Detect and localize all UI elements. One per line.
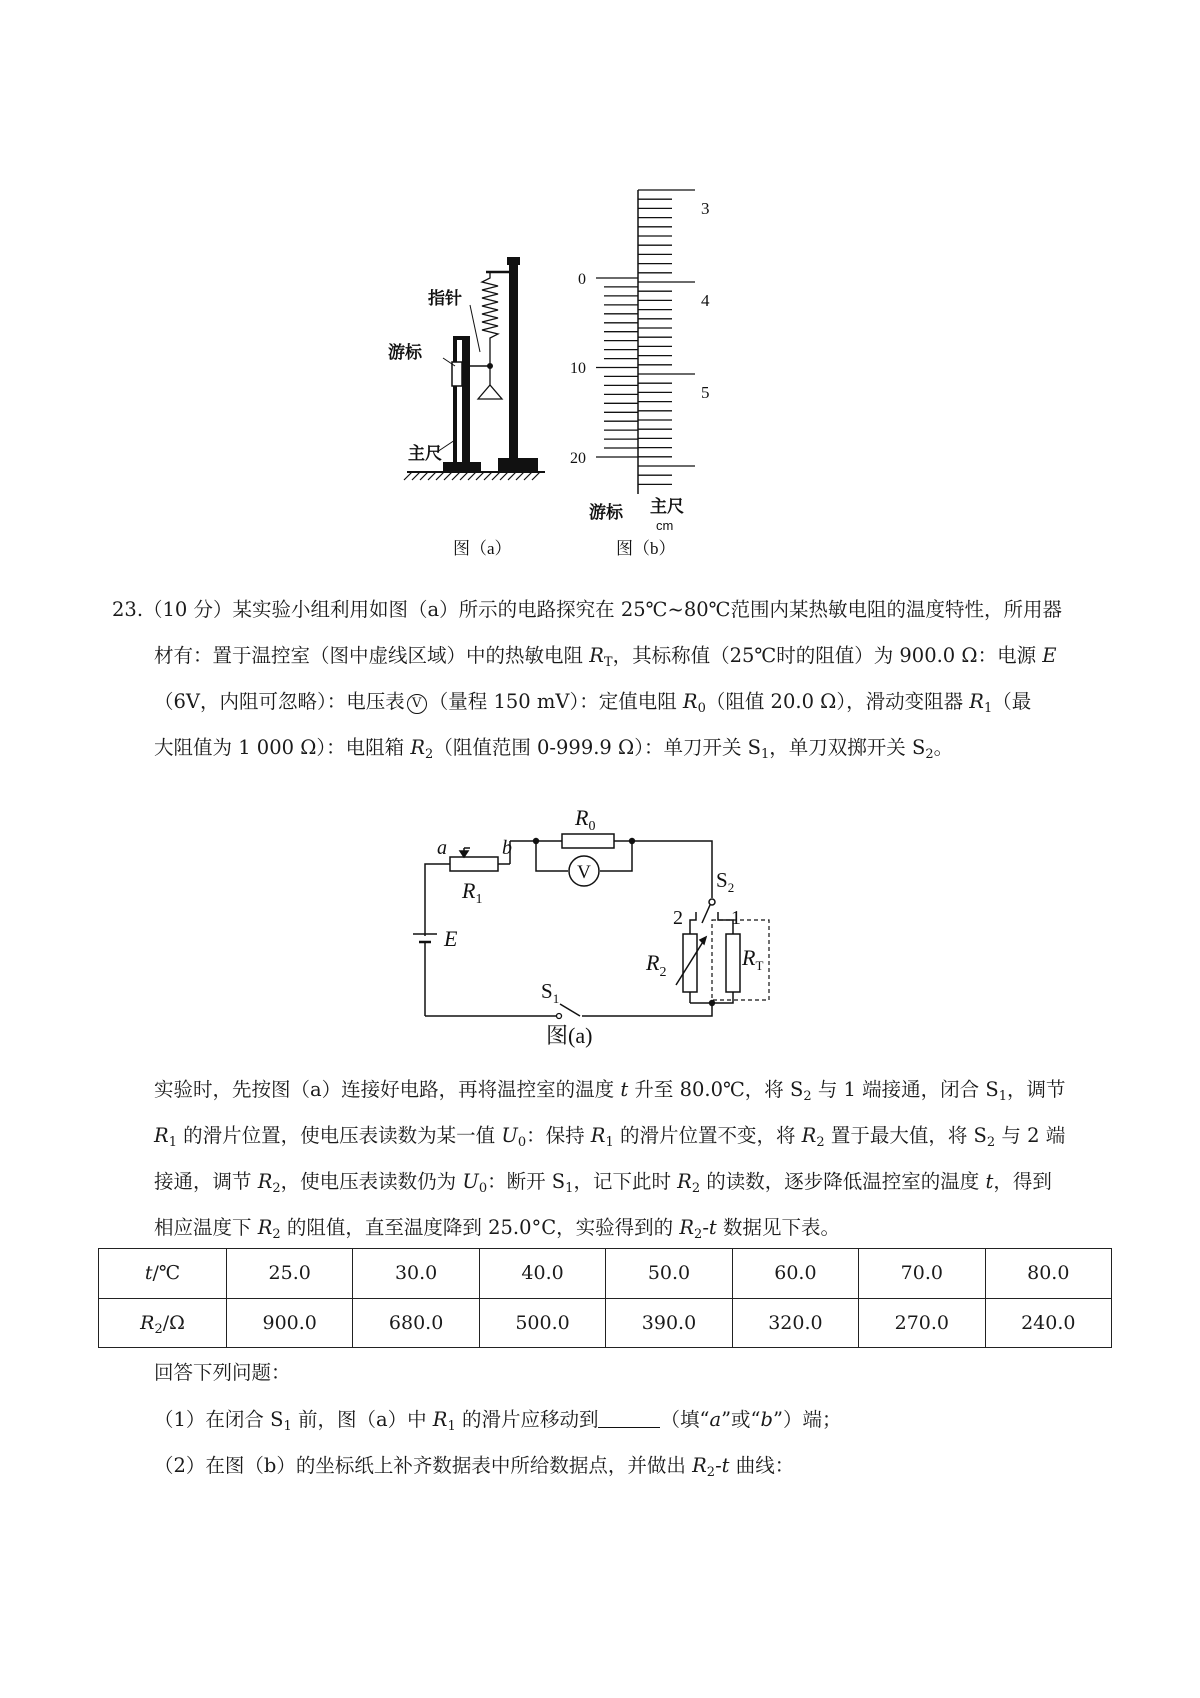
var-R: R bbox=[154, 1124, 169, 1147]
option-a: a bbox=[709, 1408, 722, 1431]
proc-text: 与 1 端接通，闭合 S bbox=[811, 1078, 999, 1101]
var-t: t bbox=[985, 1170, 994, 1193]
question-line-4: 大阻值为 1 000 Ω）：电阻箱 $R_2$（阻值范围 0-999.9 Ω）：单刀开关 $S_1$，单刀双掷开关 $S_2$。 bbox=[154, 736, 954, 762]
pointer-label: 指针 bbox=[428, 289, 462, 308]
top-figures bbox=[0, 0, 1200, 580]
sub: 1 bbox=[168, 1135, 177, 1150]
label-S2: $S_2$ bbox=[716, 868, 735, 895]
sub: 2 bbox=[816, 1135, 825, 1150]
procedure-line-3 bbox=[154, 1168, 1052, 1196]
var-R: R bbox=[257, 1170, 273, 1193]
sub: 1 bbox=[605, 1135, 614, 1150]
table-cell: 60.0 bbox=[732, 1249, 858, 1299]
circuit-diagram bbox=[0, 780, 1200, 1060]
q-text: ，单刀双掷开关 S bbox=[769, 736, 926, 759]
label-R2: $R_2$ bbox=[646, 950, 667, 980]
q-text: （6V，内阻可忽略）：电压表 bbox=[154, 690, 405, 713]
sub: 2 bbox=[803, 1089, 812, 1104]
table-cell: 900.0 bbox=[227, 1298, 353, 1348]
procedure-line-1 bbox=[154, 1076, 1066, 1104]
proc-text: ：断开 S bbox=[487, 1170, 566, 1193]
question-line-2: 材有：置于温控室（图中虚线区域）中的热敏电阻 $R_T$，其标称值（25℃时的阻值）为 900.0 Ω：电源 E bbox=[154, 644, 1057, 670]
proc-text: ，得到 bbox=[993, 1170, 1052, 1193]
proc-text: 的读数，逐步降低温控室的温度 bbox=[700, 1170, 986, 1193]
table-row-resistance bbox=[99, 1298, 1112, 1348]
label-R0: $R_0$ bbox=[575, 805, 596, 834]
proc-text: 的阻值，直至温度降到 25.0°C，实验得到的 bbox=[280, 1216, 680, 1239]
voltmeter-icon: V bbox=[407, 694, 427, 714]
table-cell: 320.0 bbox=[732, 1298, 858, 1348]
var-dash-t: -t bbox=[702, 1216, 717, 1239]
sub: 2 bbox=[272, 1181, 281, 1196]
q-text: 大阻值为 1 000 Ω）：电阻箱 bbox=[154, 736, 411, 759]
circuit-caption: 图(a) bbox=[546, 1023, 593, 1048]
var-t: t bbox=[620, 1078, 629, 1101]
sub: 0 bbox=[478, 1181, 488, 1196]
label-E: E bbox=[444, 926, 458, 951]
q-text: （阻值 20.0 Ω），滑动变阻器 bbox=[705, 690, 970, 713]
sub: 2 bbox=[694, 1227, 703, 1242]
ans-text: ”或“ bbox=[721, 1408, 761, 1431]
main-scale-label-b: 主尺 bbox=[650, 497, 684, 516]
main-tick-5: 5 bbox=[701, 383, 710, 402]
var-R: R bbox=[590, 1124, 606, 1147]
ans-text: （填“ bbox=[660, 1408, 710, 1431]
sub: 1 bbox=[565, 1181, 574, 1196]
answers-intro: 回答下列问题： bbox=[154, 1361, 291, 1384]
q-text: （最 bbox=[992, 690, 1032, 713]
question-points: （10 分） bbox=[143, 598, 233, 621]
caption-a: 图（a） bbox=[453, 539, 512, 558]
ans-text: 前，图（a）中 bbox=[291, 1408, 433, 1431]
table-header-t: t/℃ bbox=[99, 1249, 227, 1299]
vernier-scale-figure bbox=[570, 190, 710, 558]
proc-text: 数据见下表。 bbox=[716, 1216, 840, 1239]
sub: 2 bbox=[986, 1135, 996, 1150]
var-R: R bbox=[257, 1216, 273, 1239]
q-text: 。 bbox=[933, 736, 954, 759]
sub: 1 bbox=[998, 1089, 1007, 1104]
table-cell: 25.0 bbox=[227, 1249, 353, 1299]
procedure-line-4 bbox=[154, 1214, 840, 1242]
ans-text: （1）在闭合 S bbox=[154, 1408, 284, 1431]
answer-blank[interactable] bbox=[598, 1407, 660, 1428]
table-cell: 30.0 bbox=[353, 1249, 479, 1299]
label-S1: $S_1$ bbox=[541, 979, 560, 1006]
proc-text: ，调节 bbox=[1006, 1078, 1066, 1101]
answer-q2: （2）在图（b）的坐标纸上补齐数据表中所给数据点，并做出 $R_2-t$ 曲线： bbox=[154, 1454, 795, 1480]
table-cell: 500.0 bbox=[479, 1298, 605, 1348]
vernier-tick-20: 20 bbox=[570, 450, 586, 467]
ans-text: 的滑片应移动到 bbox=[455, 1408, 599, 1431]
proc-text: 相应温度下 bbox=[154, 1216, 258, 1239]
caption-b: 图（b） bbox=[616, 539, 676, 558]
var-R: R bbox=[801, 1124, 817, 1147]
question-text-1: 某实验小组利用如图（a）所示的电路探究在 25℃~80℃范围内某热敏电阻的温度特性，所用器 bbox=[232, 598, 1062, 621]
sub: 0 bbox=[517, 1135, 527, 1150]
vernier-label-b: 游标 bbox=[589, 503, 623, 522]
ans-text: ”）端； bbox=[773, 1408, 842, 1431]
table-cell: 50.0 bbox=[606, 1249, 732, 1299]
var-R: R bbox=[679, 1216, 695, 1239]
answer-q1: （1）在闭合 $S_1$ 前，图（a）中 $R_1$ 的滑片应移动到 （填“a”或“b”）端； bbox=[154, 1408, 842, 1434]
question-line-3: （6V，内阻可忽略）：电压表 V （量程 150 mV）：定值电阻 $R_0$（阻值 20.0 Ω），滑动变阻器 $R_1$（最 bbox=[154, 690, 1032, 716]
proc-text: 接通，调节 bbox=[154, 1170, 258, 1193]
label-b: b bbox=[502, 837, 512, 859]
question-number: 23. bbox=[112, 598, 144, 621]
proc-text: 的滑片位置，使电压表读数为某一值 bbox=[176, 1124, 502, 1147]
table-cell: 390.0 bbox=[606, 1298, 732, 1348]
ans-text: 曲线： bbox=[729, 1454, 795, 1477]
q-text: 材有：置于温控室（图中虚线区域）中的热敏电阻 bbox=[154, 644, 590, 667]
table-header-r2: $R_2/\Omega$ bbox=[99, 1298, 227, 1348]
unit-label: cm bbox=[656, 518, 674, 533]
table-cell: 680.0 bbox=[353, 1298, 479, 1348]
proc-text: 的滑片位置不变，将 bbox=[613, 1124, 802, 1147]
q-text: （量程 150 mV）：定值电阻 bbox=[428, 690, 683, 713]
terminal-2: 2 bbox=[673, 907, 683, 929]
ans-text: （2）在图（b）的坐标纸上补齐数据表中所给数据点，并做出 bbox=[154, 1454, 693, 1477]
sub: 2 bbox=[691, 1181, 701, 1196]
vernier-tick-0: 0 bbox=[578, 271, 586, 288]
table-row-temperature bbox=[99, 1249, 1112, 1299]
proc-text: 实验时，先按图（a）连接好电路，再将温控室的温度 bbox=[154, 1078, 621, 1101]
main-scale-label: 主尺 bbox=[408, 444, 442, 463]
procedure-line-2 bbox=[154, 1122, 1065, 1150]
data-table bbox=[98, 1248, 1112, 1348]
q-text: ，其标称值（25℃时的阻值）为 900.0 Ω：电源 bbox=[612, 644, 1043, 667]
proc-text: 与 2 端 bbox=[995, 1124, 1066, 1147]
proc-text: 置于最大值，将 S bbox=[824, 1124, 987, 1147]
main-tick-3: 3 bbox=[701, 199, 710, 218]
label-a: a bbox=[437, 837, 447, 859]
table-cell: 270.0 bbox=[859, 1298, 985, 1348]
option-b: b bbox=[760, 1408, 774, 1431]
table-cell: 40.0 bbox=[479, 1249, 605, 1299]
sub: 2 bbox=[272, 1227, 281, 1242]
var-U: U bbox=[462, 1170, 479, 1193]
table-cell: 70.0 bbox=[859, 1249, 985, 1299]
proc-text: ，使电压表读数仍为 bbox=[280, 1170, 463, 1193]
vernier-tick-10: 10 bbox=[570, 360, 586, 377]
q-text: （阻值范围 0-999.9 Ω）：单刀开关 S bbox=[433, 736, 762, 759]
label-R1: $R_1$ bbox=[462, 878, 483, 907]
voltmeter-symbol: V bbox=[577, 862, 591, 883]
table-cell: 80.0 bbox=[985, 1249, 1111, 1299]
proc-text: ：保持 bbox=[526, 1124, 591, 1147]
proc-text: ，记下此时 bbox=[573, 1170, 678, 1193]
var-U: U bbox=[501, 1124, 518, 1147]
var-R: R bbox=[677, 1170, 692, 1193]
label-RT: $R_T$ bbox=[742, 945, 764, 973]
vernier-label: 游标 bbox=[388, 343, 422, 362]
question-line-1 bbox=[112, 596, 1062, 624]
main-tick-4: 4 bbox=[701, 291, 710, 310]
table-cell: 240.0 bbox=[985, 1298, 1111, 1348]
terminal-1: 1 bbox=[731, 907, 741, 929]
proc-text: 升至 80.0℃，将 S bbox=[628, 1078, 804, 1101]
